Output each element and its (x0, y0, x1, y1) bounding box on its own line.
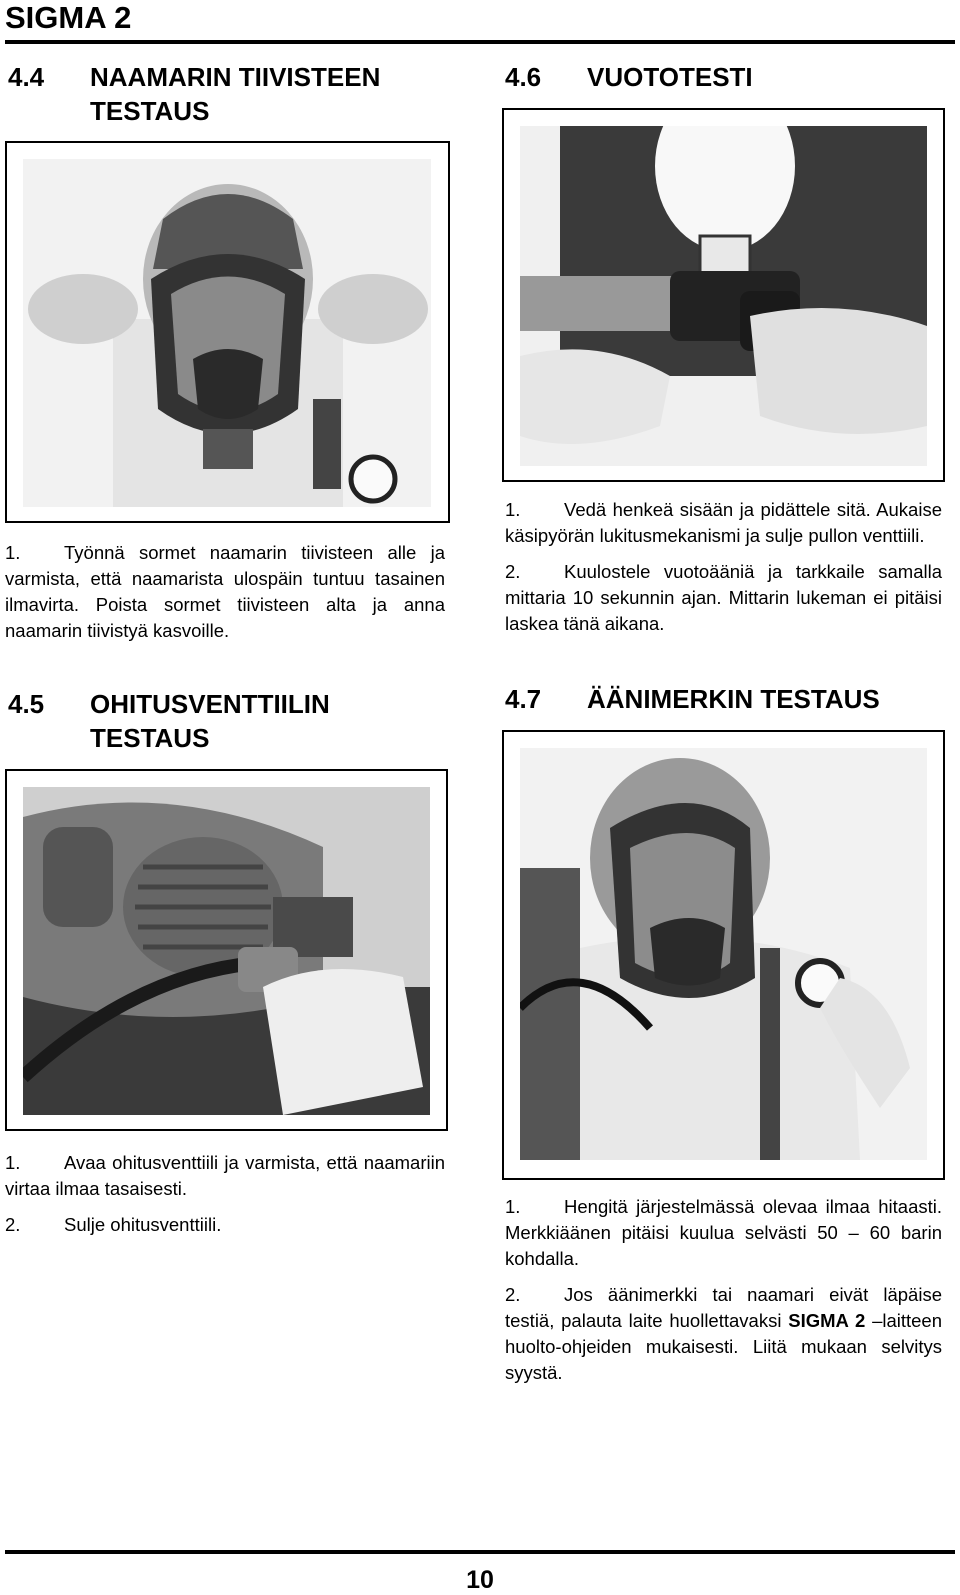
step-text-continued: –laitteen huolto-ohjeiden mukaisesti. Liitä mukaan selvitys syystä. (505, 1310, 943, 1383)
section-4-4-steps (5, 540, 445, 654)
header-rule (5, 40, 955, 44)
section-title-line2: TESTAUS (90, 723, 210, 753)
step-number: 2. (505, 1284, 521, 1305)
section-title-line2: TESTAUS (90, 96, 210, 126)
photo-frame-bypass-valve (5, 769, 448, 1131)
step-text: Avaa ohitusventtiili ja varmista, että naamariin virtaa ilmaa tasaisesti. (5, 1152, 445, 1199)
photo-frame-leak-test (502, 108, 945, 482)
leak-test-illustration (520, 126, 927, 466)
step-number: 2. (505, 561, 521, 582)
section-title: VUOTOTESTI (587, 62, 753, 92)
section-4-7-steps (505, 1194, 942, 1396)
section-number: 4.5 (8, 689, 45, 719)
photo-frame-mask-seal (5, 141, 450, 523)
section-number: 4.7 (505, 684, 542, 714)
section-4-6-heading (505, 60, 955, 94)
section-number: 4.4 (8, 62, 45, 92)
photo-mask-seal-test (23, 159, 431, 507)
mask-seal-illustration (23, 159, 431, 507)
section-title: ÄÄNIMERKIN TESTAUS (587, 684, 880, 714)
step-text: Vedä henkeä sisään ja pidättele sitä. Aukaise käsipyörän lukitusmekanismi ja sulje pullon venttiili. (505, 499, 942, 546)
photo-bypass-valve-test (23, 787, 430, 1115)
step-number: 1. (5, 542, 21, 563)
document-header-title: SIGMA 2 (5, 0, 132, 35)
section-4-7-heading (505, 682, 955, 716)
step-item (5, 1150, 445, 1202)
step-item (505, 559, 942, 637)
bypass-valve-illustration (23, 787, 430, 1115)
brand-name: SIGMA 2 (788, 1310, 866, 1331)
step-number: 1. (505, 499, 521, 520)
step-text: Kuulostele vuotoääniä ja tarkkaile samalla mittaria 10 sekunnin ajan. Mittarin lukeman ei pitäisi laskea tänä aikana. (505, 561, 942, 634)
step-text: Hengitä järjestelmässä olevaa ilmaa hitaasti. Merkkiäänen pitäisi kuulua selvästi 50 – 60 barin kohdalla. (505, 1196, 942, 1269)
section-number: 4.6 (505, 62, 542, 92)
page-number: 10 (466, 1566, 494, 1594)
section-title-line1: OHITUSVENTTIILIN (90, 689, 330, 719)
step-text: Sulje ohitusventtiili. (64, 1214, 222, 1235)
step-item (505, 497, 942, 549)
photo-alarm-whistle-test (520, 748, 927, 1160)
step-number: 1. (5, 1152, 21, 1173)
photo-frame-alarm-test (502, 730, 945, 1180)
footer-rule (5, 1550, 955, 1554)
section-title-line1: NAAMARIN TIIVISTEEN (90, 62, 381, 92)
section-4-4-heading (8, 60, 478, 128)
section-4-5-heading (8, 687, 478, 755)
step-item (5, 1212, 445, 1238)
step-item (505, 1282, 942, 1386)
alarm-test-illustration (520, 748, 927, 1160)
photo-leak-test (520, 126, 927, 466)
section-4-5-steps (5, 1150, 445, 1248)
step-item (505, 1194, 942, 1272)
step-number: 2. (5, 1214, 21, 1235)
step-number: 1. (505, 1196, 521, 1217)
step-item (5, 540, 445, 644)
step-text: Jos äänimerkki tai naamari eivät läpäise testiä, palauta laite huollettavaksi (505, 1284, 942, 1331)
step-text: Työnnä sormet naamarin tiivisteen alle ja varmista, että naamarista ulospäin tuntuu tasainen ilmavirta. Poista sormet tiivisteen alta ja anna naamarin tiivistyä kasvoille. (5, 542, 445, 641)
section-4-6-steps (505, 497, 942, 647)
